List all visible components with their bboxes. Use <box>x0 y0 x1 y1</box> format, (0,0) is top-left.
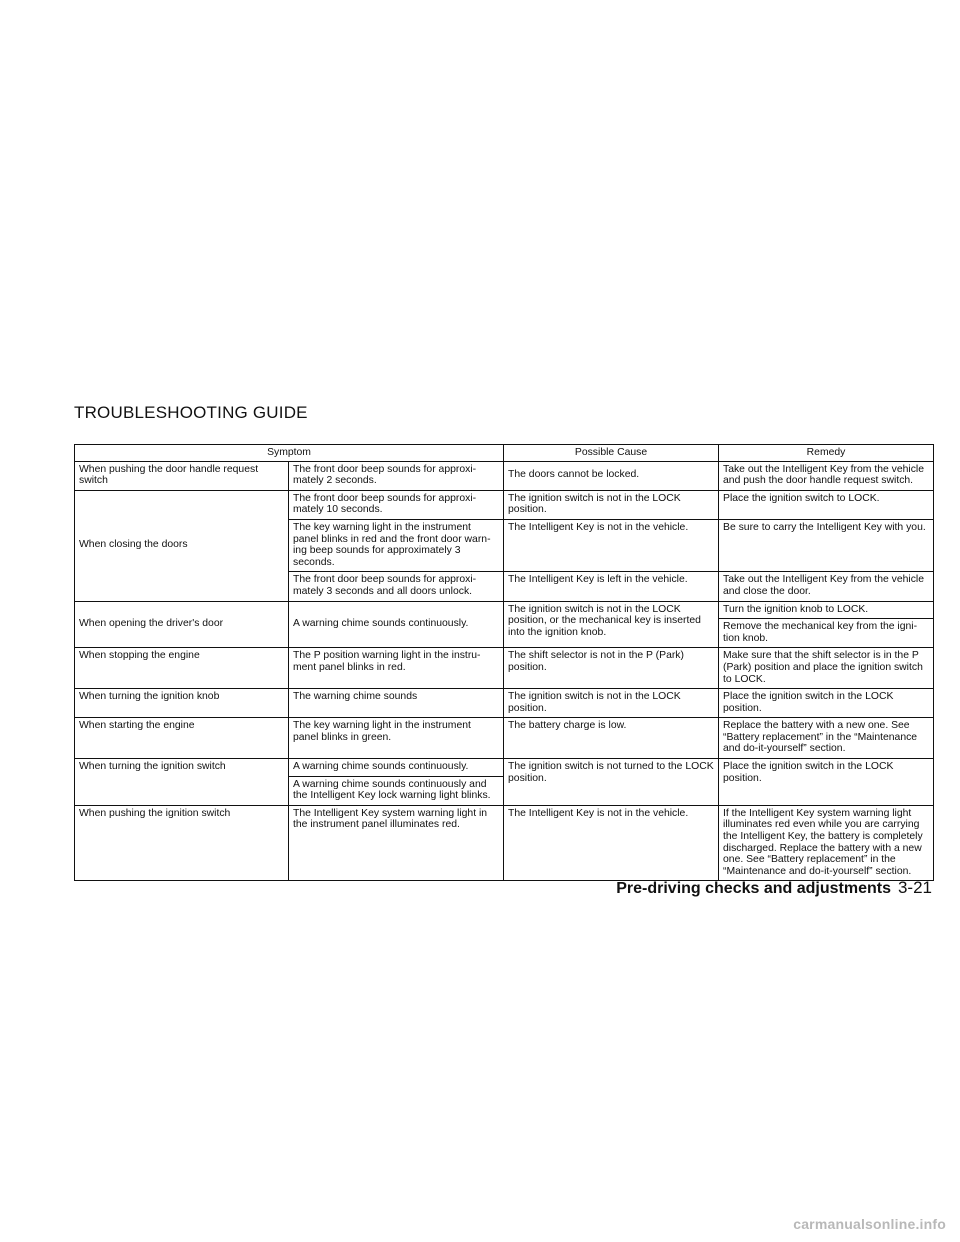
troubleshooting-table <box>74 444 934 881</box>
table-row <box>75 689 934 718</box>
remedy-cell: If the Intelligent Key system warning light illuminates red even while you are carrying the Intelligent Key, the battery is completely discharged. Replace the battery with a new one. See “Battery replacement” in the “Maintenance and do-it-yourself” section. <box>719 805 934 881</box>
situation-cell: When turning the ignition knob <box>75 689 289 718</box>
cause-cell: The ignition switch is not in the LOCK position. <box>504 689 719 718</box>
situation-cell: When closing the doors <box>75 490 289 601</box>
cause-cell: The ignition switch is not turned to the LOCK position. <box>504 759 719 806</box>
remedy-cell: Replace the battery with a new one. See “Battery replacement” in the “Maintenance and do-it-yourself” section. <box>719 718 934 759</box>
footer-page-number: 3-21 <box>897 878 932 897</box>
symptom-cell: The key warning light in the instrument panel blinks in red and the front door warn- ing beep sounds for approximately 3 seconds. <box>289 519 504 571</box>
page-footer <box>616 878 932 898</box>
table-header-row <box>75 445 934 462</box>
remedy-cell: Make sure that the shift selector is in the P (Park) position and place the ignition switch to LOCK. <box>719 648 934 689</box>
page-title: TROUBLESHOOTING GUIDE <box>74 403 308 422</box>
situation-cell: When turning the ignition switch <box>75 759 289 806</box>
situation-cell: When pushing the ignition switch <box>75 805 289 881</box>
symptom-cell: The key warning light in the instrument panel blinks in green. <box>289 718 504 759</box>
cause-cell: The shift selector is not in the P (Park) position. <box>504 648 719 689</box>
cause-cell: The battery charge is low. <box>504 718 719 759</box>
symptom-cell: A warning chime sounds continuously and the Intelligent Key lock warning light blinks. <box>289 776 504 805</box>
symptom-cell: The P position warning light in the instru- ment panel blinks in red. <box>289 648 504 689</box>
cause-cell: The ignition switch is not in the LOCK position, or the mechanical key is inserted into the ignition knob. <box>504 601 719 648</box>
table-row <box>75 805 934 881</box>
symptom-cell: The Intelligent Key system warning light in the instrument panel illuminates red. <box>289 805 504 881</box>
table-row <box>75 759 934 777</box>
remedy-cell: Be sure to carry the Intelligent Key with you. <box>719 519 934 571</box>
symptom-cell: A warning chime sounds continuously. <box>289 759 504 777</box>
cause-cell: The Intelligent Key is not in the vehicle. <box>504 519 719 571</box>
remedy-cell: Take out the Intelligent Key from the vehicle and close the door. <box>719 572 934 601</box>
situation-cell: When pushing the door handle request switch <box>75 461 289 490</box>
cause-cell: The ignition switch is not in the LOCK position. <box>504 490 719 519</box>
situation-cell: When opening the driver's door <box>75 601 289 648</box>
remedy-cell: Take out the Intelligent Key from the vehicle and push the door handle request switch. <box>719 461 934 490</box>
table-row <box>75 648 934 689</box>
table-row <box>75 718 934 759</box>
table-row <box>75 490 934 519</box>
header-symptom: Symptom <box>75 445 504 462</box>
situation-cell: When stopping the engine <box>75 648 289 689</box>
remedy-cell: Turn the ignition knob to LOCK. <box>719 601 934 619</box>
cause-cell: The Intelligent Key is not in the vehicle. <box>504 805 719 881</box>
table-row <box>75 461 934 490</box>
symptom-cell: The front door beep sounds for approxi- mately 10 seconds. <box>289 490 504 519</box>
remedy-cell: Place the ignition switch in the LOCK position. <box>719 689 934 718</box>
symptom-cell: The warning chime sounds <box>289 689 504 718</box>
watermark: carmanualsonline.info <box>793 1216 946 1232</box>
symptom-cell: The front door beep sounds for approxi- mately 2 seconds. <box>289 461 504 490</box>
situation-cell: When starting the engine <box>75 718 289 759</box>
remedy-cell: Place the ignition switch in the LOCK position. <box>719 759 934 806</box>
symptom-cell: A warning chime sounds continuously. <box>289 601 504 648</box>
remedy-cell: Place the ignition switch to LOCK. <box>719 490 934 519</box>
cause-cell: The doors cannot be locked. <box>504 461 719 490</box>
header-remedy: Remedy <box>719 445 934 462</box>
table-row <box>75 601 934 619</box>
footer-section-title: Pre-driving checks and adjustments <box>616 880 891 897</box>
cause-cell: The Intelligent Key is left in the vehicle. <box>504 572 719 601</box>
symptom-cell: The front door beep sounds for approxi- mately 3 seconds and all doors unlock. <box>289 572 504 601</box>
header-possible-cause: Possible Cause <box>504 445 719 462</box>
remedy-cell: Remove the mechanical key from the igni- tion knob. <box>719 619 934 648</box>
